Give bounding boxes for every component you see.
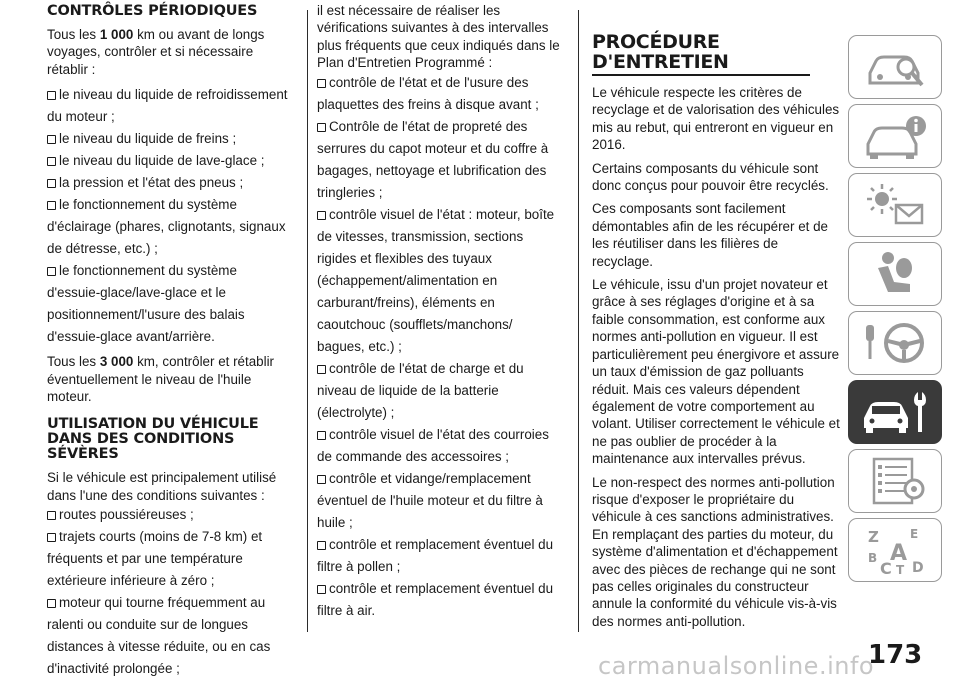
tab-key-steering[interactable] — [848, 311, 942, 375]
tab-car-info[interactable] — [848, 104, 942, 168]
list-item: le niveau du liquide de refroidissement du moteur ; — [47, 87, 288, 125]
checkbox-icon — [317, 79, 326, 88]
tab-specifications[interactable] — [848, 449, 942, 513]
index-letter: T — [896, 563, 905, 576]
car-info-icon — [860, 110, 930, 162]
checkbox-icon — [47, 267, 56, 276]
index-letter: D — [912, 560, 924, 576]
checklist-frequent-checks — [317, 72, 563, 622]
list-item: Contrôle de l'état de propreté des serrures du capot moteur et du coffre à bagages, nettoyage et lubrification des tringleries ; — [317, 118, 549, 200]
specifications-list-icon — [860, 455, 930, 507]
tab-airbag-seat[interactable] — [848, 242, 942, 306]
checkbox-icon — [317, 365, 326, 374]
checkbox-icon — [47, 157, 56, 166]
paragraph: Ces composants sont facilement démontables afin de les récupérer et de les réutiliser dans les filières de recyclage. — [592, 201, 828, 269]
checkbox-icon — [317, 431, 326, 440]
heading-controles-periodiques: CONTRÔLES PÉRIODIQUES — [47, 3, 258, 19]
checkbox-icon — [47, 91, 56, 100]
checkbox-icon — [317, 585, 326, 594]
checkbox-icon — [317, 475, 326, 484]
tab-car-service[interactable] — [848, 380, 942, 444]
car-search-icon — [860, 41, 930, 93]
list-item: contrôle visuel de l'état : moteur, boîte de vitesses, transmission, sections rigides et flexibles des tuyaux (échappement/alimentation en carburant/freins), éléments en caoutchouc (soufflets/manchons/ bagues, etc.) ; — [317, 206, 555, 354]
index-letter: Z — [868, 528, 879, 546]
checkbox-icon — [47, 179, 56, 188]
paragraph: Le véhicule, issu d'un projet novateur et grâce à ses réglages d'origine et à sa faible consommation, est conforme aux normes anti-pollution en vigueur. Il est particulièrement peu énergivore et assure un taux d'émission de gaz polluants réduit. Mais ces valeurs dépendent également de votre comportement au volant. Utiliser correctement le véhicule et ne pas oublier de procéder à la maintenance aux intervalles prévus. — [592, 277, 840, 467]
column-middle — [317, 2, 563, 622]
column-right — [592, 4, 840, 636]
key-steering-icon — [860, 317, 930, 369]
index-letter: E — [910, 527, 919, 541]
index-letter: C — [880, 559, 892, 576]
list-item: contrôle et remplacement éventuel du filtre à air. — [317, 580, 554, 618]
tab-warning-lights[interactable] — [848, 173, 942, 237]
checkbox-icon — [47, 533, 56, 542]
checkbox-icon — [317, 123, 326, 132]
list-item: trajets courts (moins de 7-8 km) et fréquents et par une température extérieure inférieure à zéro ; — [47, 529, 263, 589]
paragraph-severe-intro: Si le véhicule est principalement utilisé dans l'une des conditions suivantes : — [47, 470, 277, 503]
chapter-tabs — [848, 35, 944, 587]
list-item: contrôle visuel de l'état des courroies de commande des accessoires ; — [317, 426, 549, 464]
car-service-icon — [860, 386, 930, 438]
paragraph-every-1000km: Tous les 1 000 km ou avant de longs voyages, contrôler et si nécessaire rétablir : — [47, 27, 265, 77]
warning-lights-icon — [860, 179, 930, 231]
paragraph: Certains composants du véhicule sont donc conçus pour pouvoir être recyclés. — [592, 160, 829, 194]
column-divider — [307, 10, 308, 632]
paragraph: Le non-respect des normes anti-pollution risque d'exposer le propriétaire du véhicule à ces sanctions administratives. En remplaçant des parties du moteur, du système d'alimentation et d'échappement avec des pièces de rechange qui ne sont pas celles originales du constructeur annule la conformité du véhicule vis-à-vis des normes anti-pollution. — [592, 474, 838, 629]
list-item: le niveau du liquide de freins ; — [47, 128, 293, 150]
list-item: moteur qui tourne fréquemment au ralenti ou conduite sur de longues distances à vitesse réduite, ou en cas d'inactivité prolongée ; — [47, 595, 271, 677]
paragraph: Le véhicule respecte les critères de recyclage et de valorisation des véhicules mis au rebut, qui entreront en vigueur en 2016. — [592, 85, 840, 153]
checkbox-icon — [317, 541, 326, 550]
list-item: contrôle et remplacement éventuel du filtre à pollen ; — [317, 536, 554, 574]
checkbox-icon — [47, 135, 56, 144]
paragraph-checks-intro: il est nécessaire de réaliser les vérifications suivantes à des intervalles plus fréquents que ceux indiqués dans le Plan d'Entretien Programmé : — [317, 3, 560, 71]
column-divider — [578, 10, 579, 632]
checklist-regular — [47, 84, 293, 348]
list-item: contrôle et vidange/remplacement éventuel de l'huile moteur et du filtre à huile ; — [317, 470, 543, 530]
list-item: le niveau du liquide de lave-glace ; — [47, 150, 293, 172]
list-item: contrôle de l'état et de l'usure des plaquettes des freins à disque avant ; — [317, 74, 539, 112]
alphabet-index-icon — [860, 524, 930, 576]
checkbox-icon — [47, 511, 56, 520]
page-number: 173 — [868, 640, 923, 670]
heading-underline — [592, 74, 810, 76]
tab-alphabet-index[interactable] — [848, 518, 942, 582]
heading-utilisation-severe: UTILISATION DU VÉHICULE DANS DES CONDITIONS SÉVÈRES — [47, 416, 259, 463]
checkbox-icon — [47, 599, 56, 608]
heading-procedure-entretien: PROCÉDURE D'ENTRETIEN — [592, 31, 729, 73]
paragraph-every-3000km: Tous les 3 000 km, contrôler et rétablir éventuellement le niveau de l'huile moteur. — [47, 354, 275, 405]
index-letter: A — [890, 541, 908, 566]
list-item: la pression et l'état des pneus ; — [47, 172, 293, 194]
list-item: contrôle de l'état de charge et du niveau de liquide de la batterie (électrolyte) ; — [317, 360, 524, 420]
index-letter: B — [868, 551, 878, 565]
watermark: carmanualsonline.info — [598, 652, 875, 680]
checklist-severe-conditions — [47, 504, 293, 680]
checkbox-icon — [47, 201, 56, 210]
list-item: le fonctionnement du système d'essuie-glace/lave-glace et le positionnement/l'usure des balais d'essuie-glace avant/arrière. — [47, 263, 245, 345]
checkbox-icon — [317, 211, 326, 220]
list-item: routes poussiéreuses ; — [47, 504, 293, 526]
airbag-seat-icon — [860, 248, 930, 300]
tab-car-search[interactable] — [848, 35, 942, 99]
list-item: le fonctionnement du système d'éclairage (phares, clignotants, signaux de détresse, etc.) ; — [47, 197, 286, 257]
column-left — [47, 4, 293, 680]
